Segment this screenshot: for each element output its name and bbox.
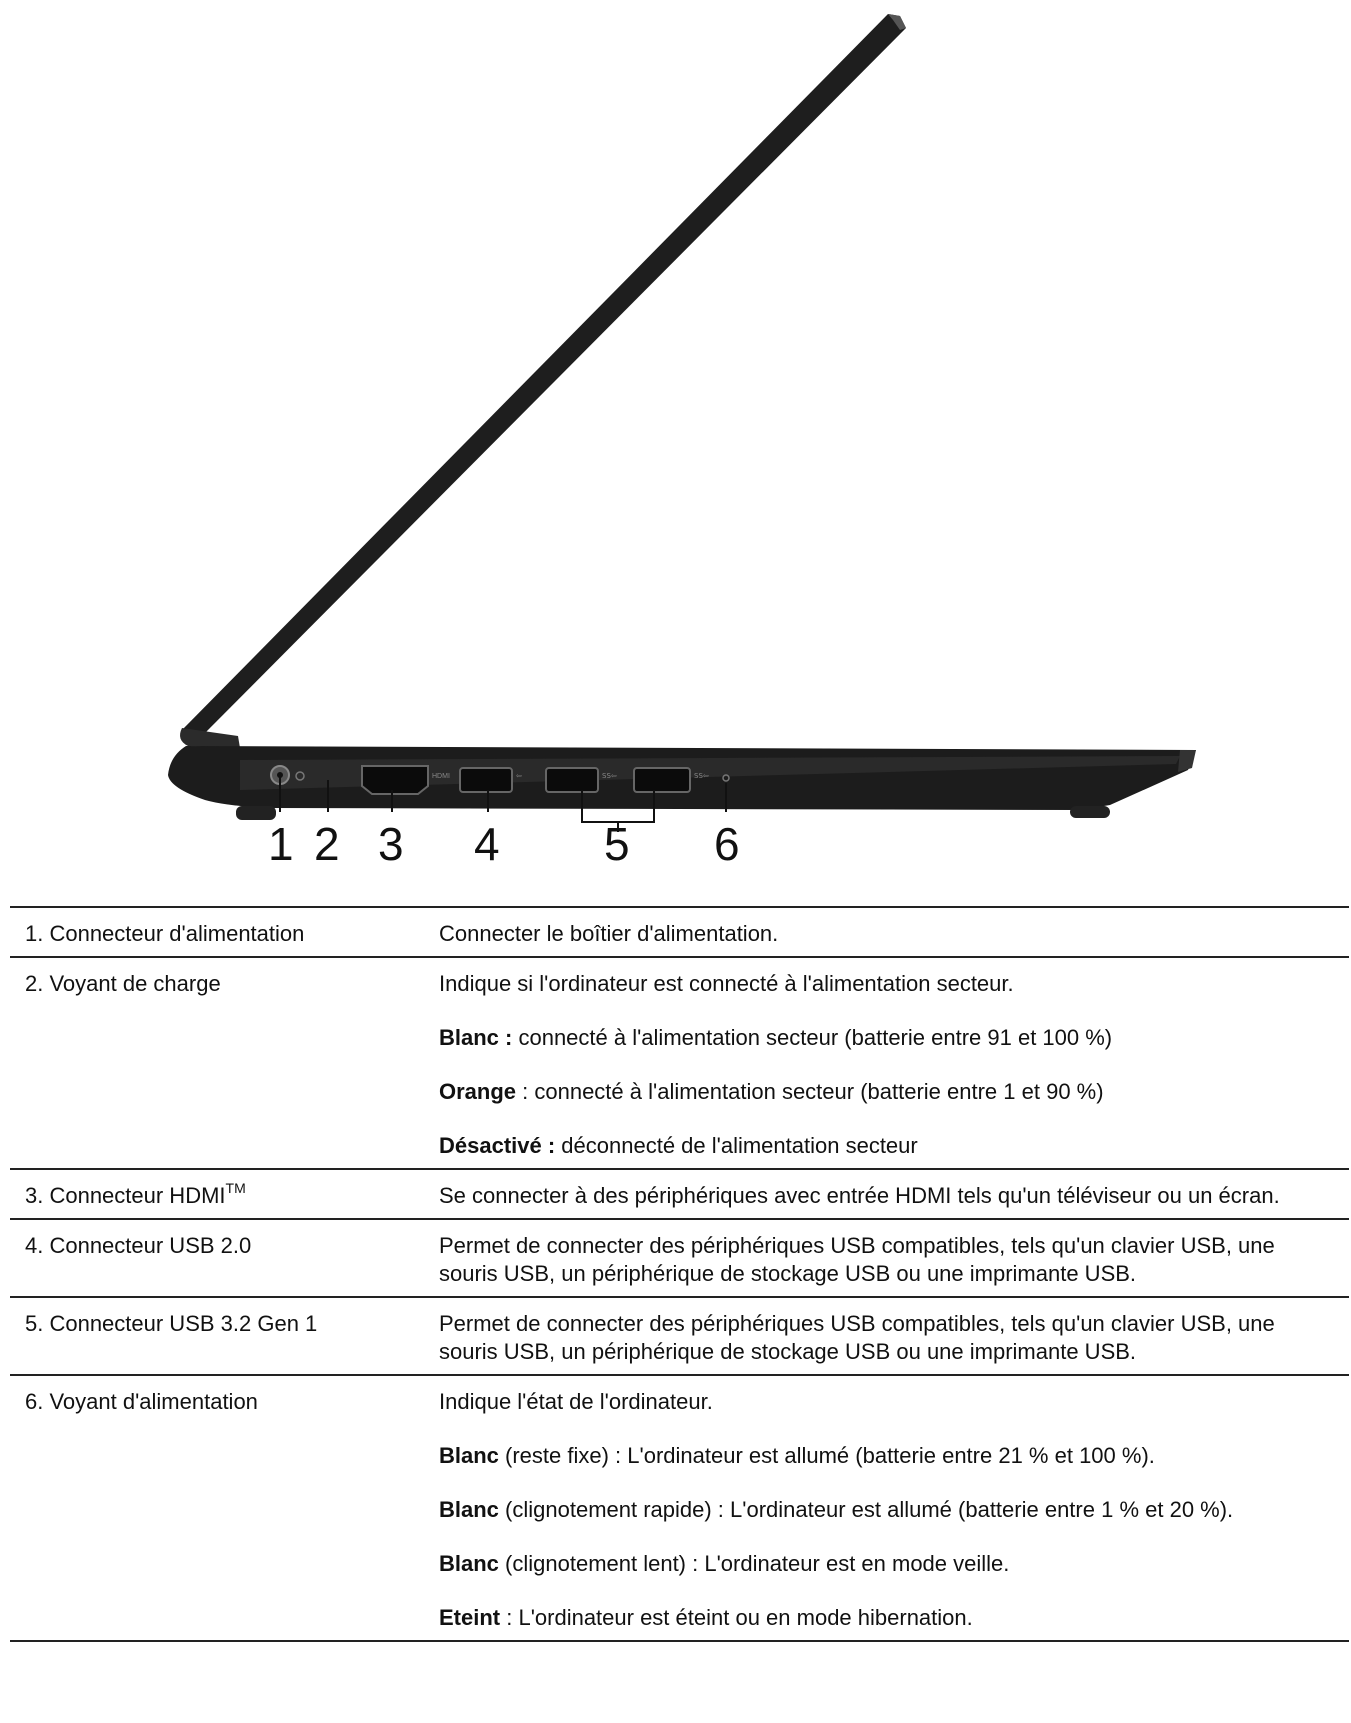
- description-line: [439, 920, 1329, 948]
- connector-description-cell: [439, 1219, 1349, 1297]
- description-text: Indique l'état de l'ordinateur.: [439, 1389, 713, 1414]
- connector-name: 4. Connecteur USB 2.0: [25, 1233, 252, 1258]
- laptop-front-lip: [1178, 750, 1196, 772]
- status-label: Blanc :: [439, 1025, 513, 1050]
- description-text: (reste fixe) : L'ordinateur est allumé (batterie entre 21 % et 100 %).: [498, 1443, 1155, 1468]
- description-text: : L'ordinateur est éteint ou en mode hibernation.: [500, 1605, 973, 1630]
- description-text: (clignotement lent) : L'ordinateur est en mode veille.: [498, 1551, 1010, 1576]
- status-label: Blanc: [439, 1443, 499, 1468]
- callout-number-5: 5: [604, 818, 630, 870]
- connector-name-cell: [10, 907, 439, 957]
- usb2-port-label: ⇦: [516, 772, 522, 780]
- callout-number-2: 2: [314, 818, 340, 870]
- hdmi-port-label: HDMI: [432, 773, 450, 780]
- description-line: [439, 1310, 1329, 1366]
- connector-name: 6. Voyant d'alimentation: [25, 1389, 258, 1414]
- description-line: [439, 1078, 1329, 1106]
- usb3-port-1-label: SS⇦: [602, 772, 617, 780]
- callout-number-1: 1: [268, 818, 294, 870]
- callout-number-6: 6: [714, 818, 740, 870]
- description-text: connecté à l'alimentation secteur (batterie entre 91 et 100 %): [512, 1025, 1113, 1050]
- description-line: [439, 1232, 1329, 1288]
- connector-spec-table: [10, 906, 1349, 1642]
- description-line: [439, 1182, 1329, 1210]
- laptop-lid: [182, 14, 906, 742]
- connector-name-cell: [10, 1375, 439, 1641]
- usb3-port-2: [634, 768, 690, 792]
- status-label: Désactivé :: [439, 1133, 556, 1158]
- usb3-port-2-label: SS⇦: [694, 772, 709, 780]
- description-line: [439, 1550, 1329, 1578]
- usb2-port: [460, 768, 512, 792]
- connector-name-cell: [10, 1219, 439, 1297]
- connector-name-cell: [10, 957, 439, 1169]
- laptop-hinge: [180, 728, 240, 748]
- description-line: [439, 1496, 1329, 1524]
- description-text: Indique si l'ordinateur est connecté à l'alimentation secteur.: [439, 971, 1014, 996]
- status-label: Blanc: [439, 1551, 499, 1576]
- description-line: [439, 1388, 1329, 1416]
- trademark-superscript: TM: [225, 1179, 246, 1196]
- description-line: [439, 1442, 1329, 1470]
- description-text: Permet de connecter des périphériques USB compatibles, tels qu'un clavier USB, une souris USB, un périphérique de stockage USB ou une imprimante USB.: [439, 1233, 1275, 1286]
- connector-name: 5. Connecteur USB 3.2 Gen 1: [25, 1311, 318, 1336]
- connector-description-cell: [439, 1375, 1349, 1641]
- callout-number-4: 4: [474, 818, 500, 870]
- description-text: déconnecté de l'alimentation secteur: [555, 1133, 918, 1158]
- status-label: Orange: [439, 1079, 517, 1104]
- connector-description-cell: [439, 1169, 1349, 1219]
- connector-description-cell: [439, 957, 1349, 1169]
- hdmi-port: [362, 766, 428, 794]
- connector-name-cell: [10, 1169, 439, 1219]
- usb3-port-1: [546, 768, 598, 792]
- connector-description-cell: [439, 1297, 1349, 1375]
- connector-description-cell: [439, 907, 1349, 957]
- table-row: [10, 907, 1349, 957]
- laptop-foot-right: [1070, 806, 1110, 818]
- connector-name: 2. Voyant de charge: [25, 971, 221, 996]
- table-row: [10, 1219, 1349, 1297]
- description-line: [439, 1132, 1329, 1160]
- callout-number-3: 3: [378, 818, 404, 870]
- table-row: [10, 1169, 1349, 1219]
- description-text: (clignotement rapide) : L'ordinateur est allumé (batterie entre 1 % et 20 %).: [498, 1497, 1234, 1522]
- connector-name: 3. Connecteur HDMI: [25, 1183, 226, 1208]
- description-line: [439, 1024, 1329, 1052]
- table-row: [10, 1375, 1349, 1641]
- table-row: [10, 1297, 1349, 1375]
- description-text: Connecter le boîtier d'alimentation.: [439, 921, 779, 946]
- description-text: : connecté à l'alimentation secteur (batterie entre 1 et 90 %): [516, 1079, 1104, 1104]
- status-label: Eteint: [439, 1605, 501, 1630]
- spec-table-body: [10, 907, 1349, 1641]
- status-label: Blanc: [439, 1497, 499, 1522]
- description-line: [439, 1604, 1329, 1632]
- description-line: [439, 970, 1329, 998]
- description-text: Se connecter à des périphériques avec entrée HDMI tels qu'un téléviseur ou un écran.: [439, 1183, 1280, 1208]
- table-row: [10, 957, 1349, 1169]
- connector-name: 1. Connecteur d'alimentation: [25, 921, 305, 946]
- connector-name-cell: [10, 1297, 439, 1375]
- description-text: Permet de connecter des périphériques USB compatibles, tels qu'un clavier USB, une souris USB, un périphérique de stockage USB ou une imprimante USB.: [439, 1311, 1275, 1364]
